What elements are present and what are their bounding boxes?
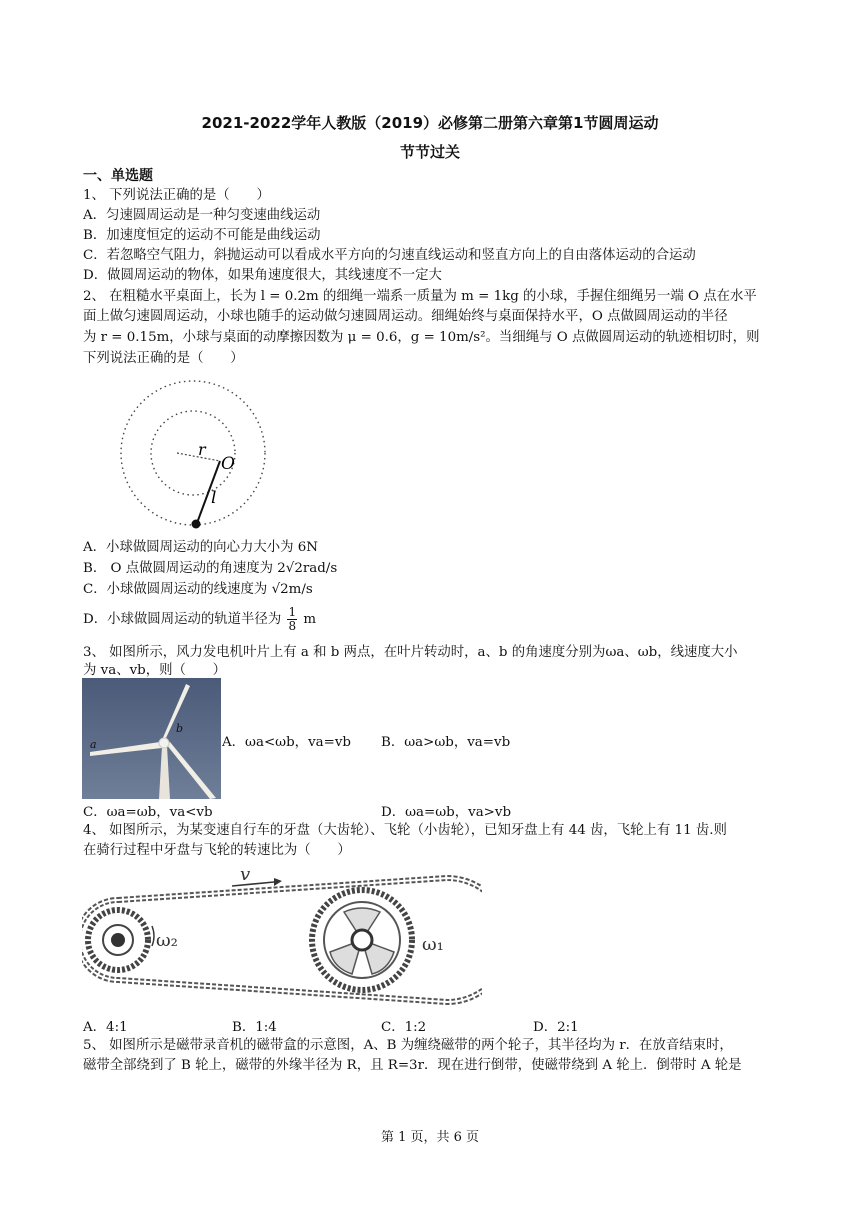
q2-option-d-unit: m bbox=[303, 612, 317, 627]
velocity-arrowhead bbox=[274, 878, 282, 886]
q2-stem-line-1: 2、 在粗糙水平桌面上，长为 l = 0.2m 的细绳一端系一质量为 m = 1kg 的小球，手握住细绳另一端 O 点在水平 bbox=[83, 289, 757, 304]
label-O: O bbox=[221, 454, 235, 474]
q1-option-c: C．若忽略空气阻力，斜抛运动可以看成水平方向的匀速直线运动和竖直方向上的自由落体运动的合运动 bbox=[83, 248, 696, 263]
doc-title: 2021-2022学年人教版（2019）必修第二册第六章第1节圆周运动 bbox=[201, 114, 659, 132]
label-r: r bbox=[198, 440, 206, 459]
q2-option-d-fraction bbox=[287, 606, 297, 633]
page-footer: 第 1 页，共 6 页 bbox=[380, 1130, 480, 1145]
q4-option-a: A．4:1 bbox=[83, 1020, 128, 1035]
q1-option-b: B．加速度恒定的运动不可能是曲线运动 bbox=[83, 228, 321, 243]
velocity-arrow bbox=[232, 882, 274, 886]
ball-dot bbox=[192, 520, 201, 529]
q5-stem-line-1: 5、 如图所示是磁带录音机的磁带盒的示意图，A、B 为缠绕磁带的两个轮子，其半径均为 r．在放音结束时， bbox=[83, 1038, 733, 1053]
q3-option-b: B．ωa>ωb，va=vb bbox=[381, 735, 511, 750]
q5-stem-line-2: 磁带全部绕到了 B 轮上，磁带的外缘半径为 R，且 R=3r．现在进行倒带，使磁带绕到 A 轮上．倒带时 A 轮是 bbox=[83, 1058, 742, 1073]
q2-stem-line-2: 面上做匀速圆周运动，小球也随手的运动做匀速圆周运动。细绳始终与桌面保持水平，O 点做圆周运动的半径 bbox=[83, 309, 728, 324]
q3-option-a: A．ωa<ωb，va=vb bbox=[222, 735, 351, 750]
q1-option-d: D．做圆周运动的物体，如果角速度很大，其线速度不一定大 bbox=[83, 268, 442, 283]
label-omega-2: ω₂ bbox=[156, 930, 178, 951]
doc-subtitle: 节节过关 bbox=[399, 143, 460, 161]
q2-option-b: B． O 点做圆周运动的角速度为 2√2rad/s bbox=[83, 561, 338, 576]
omega2-arrow bbox=[152, 926, 154, 946]
q3-option-d: D．ωa=ωb，va>vb bbox=[381, 805, 512, 820]
label-a: a bbox=[90, 738, 97, 751]
q2-circle-figure bbox=[95, 375, 295, 535]
wind-turbine-photo bbox=[82, 678, 221, 799]
large-gear-hub bbox=[352, 930, 372, 950]
label-l: l bbox=[211, 488, 217, 508]
string-line bbox=[197, 461, 220, 523]
q2-option-d: D．小球做圆周运动的轨道半径为 bbox=[83, 612, 282, 627]
q3-stem-line-2: 为 va、vb，则（ ） bbox=[83, 663, 227, 678]
inner-orbit-circle bbox=[151, 411, 235, 495]
q3-option-c: C．ωa=ωb，va<vb bbox=[83, 805, 213, 820]
turbine-hub bbox=[159, 738, 169, 748]
q4-stem-line-1: 4、 如图所示，为某变速自行车的牙盘（大齿轮）、飞轮（小齿轮），已知牙盘上有 44 齿，飞轮上有 11 齿.则 bbox=[83, 823, 727, 838]
q4-option-b: B．1:4 bbox=[232, 1020, 277, 1035]
q2-stem-line-4: 下列说法正确的是（ ） bbox=[83, 351, 244, 366]
q2-option-c: C．小球做圆周运动的线速度为 √2m/s bbox=[83, 582, 313, 597]
section-heading: 一、单选题 bbox=[83, 168, 153, 184]
label-omega-1: ω₁ bbox=[422, 934, 444, 955]
q1-option-a: A．匀速圆周运动是一种匀变速曲线运动 bbox=[83, 208, 321, 223]
outer-orbit-circle bbox=[121, 381, 265, 525]
q3-stem-line-1: 3、 如图所示，风力发电机叶片上有 a 和 b 两点，在叶片转动时，a、b 的角速度分别为ωa、ωb，线速度大小 bbox=[83, 645, 738, 660]
q1-stem: 1、 下列说法正确的是（ ） bbox=[83, 188, 270, 203]
q4-option-c: C．1:2 bbox=[381, 1020, 427, 1035]
q4-option-d: D．2:1 bbox=[533, 1020, 579, 1035]
fraction-denominator: 8 bbox=[288, 619, 297, 633]
chain-drive-figure bbox=[82, 864, 482, 1014]
label-b: b bbox=[176, 722, 184, 735]
small-gear-hub bbox=[111, 933, 125, 947]
q2-stem-line-3: 为 r = 0.15m，小球与桌面的动摩擦因数为 μ = 0.6，g = 10m/s²。当细绳与 O 点做圆周运动的轨迹相切时，则 bbox=[83, 330, 760, 345]
q2-option-d-wrap bbox=[83, 606, 316, 633]
q2-option-a: A．小球做圆周运动的向心力大小为 6N bbox=[83, 540, 319, 555]
q4-stem-line-2: 在骑行过程中牙盘与飞轮的转速比为（ ） bbox=[83, 843, 351, 858]
fraction-numerator: 1 bbox=[288, 605, 297, 619]
label-v: v bbox=[240, 864, 251, 885]
